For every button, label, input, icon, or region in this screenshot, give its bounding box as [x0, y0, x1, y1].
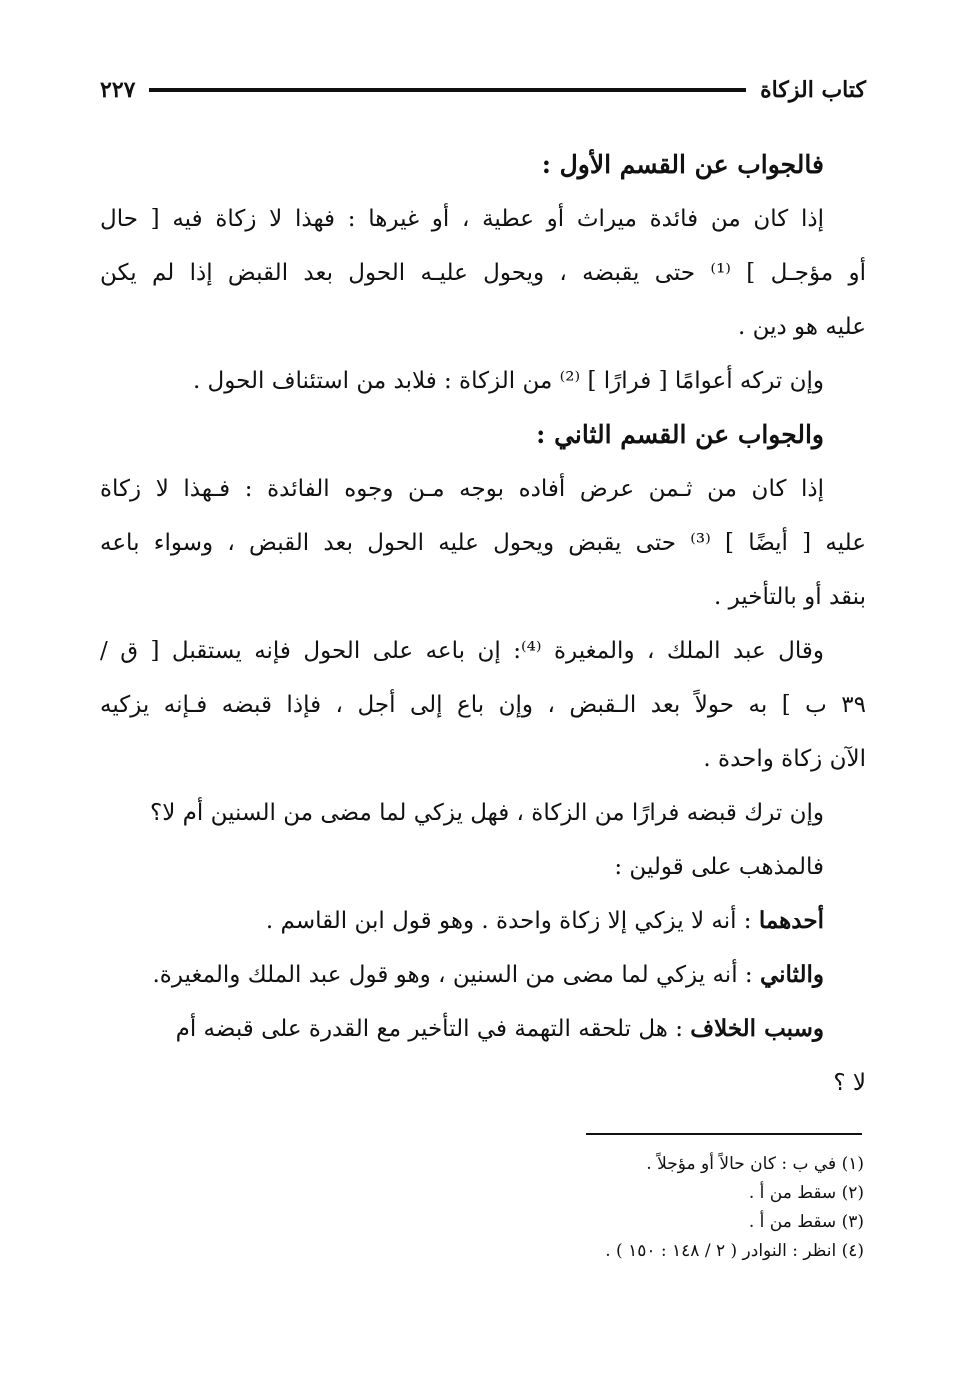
main-text: [100, 138, 866, 1110]
text-line: ٣٩ ب ] به حولاً بعد الـقبض ، وإن باع إلى أجل ، فإذا قبضه فـإنه يزكيه: [100, 692, 866, 718]
text-line: بنقد أو بالتأخير .: [713, 584, 866, 610]
first-opinion-text: : أنه لا يزكي إلا زكاة واحدة . وهو قول ابن القاسم .: [265, 908, 752, 934]
section-heading-first: فالجواب عن القسم الأول :: [541, 150, 824, 179]
text-line: وقال عبد الملك ، والمغيرة ⁽⁴⁾: إن باعه على الحول فإنه يستقبل [ ق /: [100, 638, 824, 664]
page-number: ٢٢٧: [100, 77, 136, 103]
term-first-opinion: أحدهما: [758, 907, 824, 934]
text-line: [100, 894, 866, 948]
footnotes: [300, 1150, 864, 1266]
text-line: أو مؤجـل ] ⁽¹⁾ حتى يقبضه ، ويحول عليـه الحول بعد القبض إذا لم يكن: [100, 260, 866, 286]
text-line: لا ؟: [833, 1070, 866, 1096]
text-line: فالمذهب على قولين :: [614, 854, 824, 880]
section-heading-second: والجواب عن القسم الثاني :: [536, 420, 824, 449]
footnote: (٢) سقط من أ .: [748, 1183, 864, 1203]
text-line: عليه هو دين .: [737, 314, 866, 340]
term-second-opinion: والثاني: [759, 961, 824, 988]
second-opinion-text: : أنه يزكي لما مضى من السنين ، وهو قول عبد الملك والمغيرة.: [152, 962, 753, 988]
footnote: (٣) سقط من أ .: [748, 1212, 864, 1232]
text-line: إذا كان من ثـمن عرض أفاده بوجه مـن وجوه الفائدة : فـهذا لا زكاة: [100, 476, 824, 502]
text-line: عليه [ أيضًا ] ⁽³⁾ حتى يقبض ويحول عليه الحول بعد القبض ، وسواء باعه: [100, 530, 866, 556]
footnote: (٤) انظر : النوادر ( ٢ / ١٤٨ : ١٥٠ ) .: [605, 1241, 864, 1261]
footnote-separator: [586, 1133, 862, 1135]
footnote: (١) في ب : كان حالاً أو مؤجلاً .: [646, 1154, 864, 1174]
book-title: كتاب الزكاة: [760, 77, 866, 103]
text-line: وإن تركه أعوامًا [ فرارًا ] ⁽²⁾ من الزكاة : فلابد من استئناف الحول .: [192, 368, 824, 394]
text-line: الآن زكاة واحدة .: [703, 746, 866, 772]
term-cause-of-dispute: وسبب الخلاف: [690, 1015, 824, 1042]
running-header: [100, 70, 866, 110]
text-line: إذا كان من فائدة ميراث أو عطية ، أو غيرها : فهذا لا زكاة فيه [ حال: [100, 206, 824, 232]
cause-of-dispute-text: : هل تلحقه التهمة في التأخير مع القدرة على قبضه أم: [175, 1016, 683, 1042]
text-line: [100, 948, 866, 1002]
header-rule: [149, 88, 746, 92]
text-line: [100, 1002, 866, 1056]
text-line: وإن ترك قبضه فرارًا من الزكاة ، فهل يزكي لما مضى من السنين أم لا؟: [150, 800, 824, 826]
